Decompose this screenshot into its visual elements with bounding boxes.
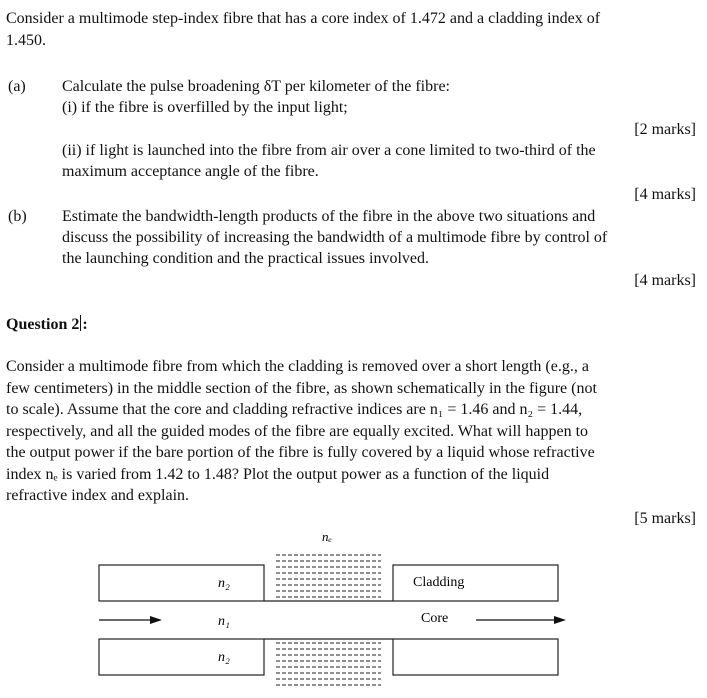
part-a-sub-i: (i) if the fibre is overfilled by the input light; — [62, 99, 348, 116]
q1-intro-line2: 1.450. — [6, 32, 46, 49]
part-b-line3: the launching condition and the practical issues involved. — [62, 250, 430, 267]
liquid-region-top — [276, 555, 381, 597]
q2-line-4: respectively, and all the guided modes of the fibre are equally excited. What will happen to — [6, 423, 589, 440]
q2-line-6: index nₑ is varied from 1.42 to 1.48? Plot the output power as a function of the liquid — [6, 466, 550, 483]
liquid-region-bottom — [276, 643, 381, 685]
part-a-label: (a) — [8, 78, 26, 95]
right-cladding-bottom — [393, 639, 558, 675]
part-b-label: (b) — [8, 208, 27, 225]
label-cladding: Cladding — [413, 575, 465, 590]
part-a-marks-ii: [4 marks] — [634, 186, 696, 203]
q2-line-2: few centimeters) in the middle section of the fibre, as shown schematically in the figure (not — [6, 380, 597, 397]
label-n2-top: n₂ — [218, 576, 230, 591]
left-cladding-top — [99, 565, 264, 601]
label-n2-bottom: n₂ — [218, 650, 230, 665]
q2-heading-text: Question 2 — [6, 316, 80, 333]
part-a-line1: Calculate the pulse broadening δT per kilometer of the fibre: — [62, 78, 450, 95]
left-cladding-bottom — [99, 639, 264, 675]
q2-heading-suffix: : — [82, 316, 88, 333]
input-arrow-head — [150, 616, 162, 624]
label-core: Core — [421, 611, 449, 626]
q2-marks: [5 marks] — [634, 510, 696, 527]
q2-line-5: the output power if the bare portion of the fibre is fully covered by a liquid whose refractive — [6, 444, 595, 461]
label-ne: nₑ — [322, 529, 332, 544]
q1-intro-line1: Consider a multimode step-index fibre that has a core index of 1.472 and a cladding index of — [6, 10, 601, 27]
part-b-marks: [4 marks] — [634, 272, 696, 289]
part-a-sub-ii-line1: (ii) if light is launched into the fibre from air over a cone limited to two-third of the — [62, 142, 596, 159]
part-a-sub-ii-line2: maximum acceptance angle of the fibre. — [62, 163, 319, 180]
part-b-line1: Estimate the bandwidth-length products of the fibre in the above two situations and — [62, 208, 596, 225]
q2-line-7: refractive index and explain. — [6, 487, 190, 504]
output-arrow-head — [554, 616, 566, 624]
part-b-line2: discuss the possibility of increasing the bandwidth of a multimode fibre by control of — [62, 229, 608, 246]
q2-line-1: Consider a multimode fibre from which the cladding is removed over a short length (e.g., a — [6, 358, 589, 375]
part-a-marks-i: [2 marks] — [634, 121, 696, 138]
label-n1: n₁ — [218, 614, 230, 629]
q2-line-3: to scale). Assume that the core and cladding refractive indices are n₁ = 1.46 and n₂ = 1.44, — [6, 401, 583, 418]
